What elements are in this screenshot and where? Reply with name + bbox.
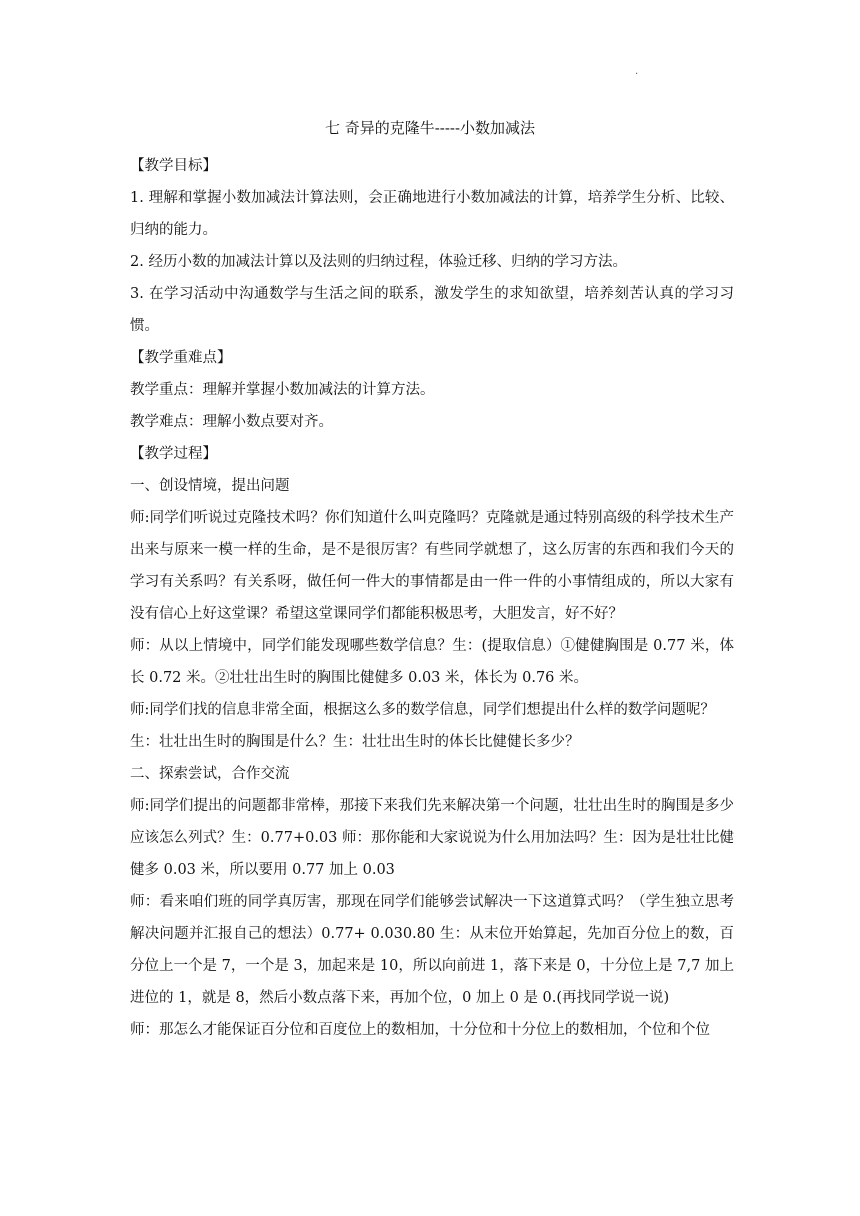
section-heading-objectives: 【教学目标】 [130,158,217,174]
difficult-point: 教学难点：理解小数点要对齐。 [130,414,333,430]
objective-item-3: 3. 在学习活动中沟通数学与生活之间的联系，激发学生的求知欲望，培养刻苦认真的学习习惯。 [130,286,734,334]
section-heading-process: 【教学过程】 [130,446,217,462]
document-body [130,150,734,1046]
body-paragraph: 师:同学们提出的问题都非常棒，那接下来我们先来解决第一个问题，壮壮出生时的胸围是多少应该怎么列式？生：0.77+0.03 师：那你能和大家说说为什么用加法吗？生：因为是壮壮比健健多 0.03 米，所以要用 0.77 加上 0.03 [130,798,734,878]
objective-item-1: 1. 理解和掌握小数加减法计算法则，会正确地进行小数加减法的计算，培养学生分析、比较、归纳的能力。 [130,190,734,238]
body-paragraph: 师:同学们找的信息非常全面，根据这么多的数学信息，同学们想提出什么样的数学问题呢？ [130,702,715,718]
document-title: 七 奇异的克隆牛-----小数加减法 [324,119,536,137]
body-paragraph: 师：那怎么才能保证百分位和百度位上的数相加，十分位和十分位上的数相加，个位和个位 [130,1022,710,1038]
body-paragraph: 师：看来咱们班的同学真厉害，那现在同学们能够尝试解决一下这道算式吗？（学生独立思考解决问题并汇报自己的想法）0.77+ 0.030.80 生：从末位开始算起，先加百分位上的数，百分位上一个是 7，一个是 3，加起来是 10，所以向前进 1，落下来是 0，十分位上是 7,7 加上进位的 1，就是 8，然后小数点落下来，再加个位，0 加上 0 是 0.(再找同学说一说) [130,894,734,1006]
body-paragraph: 师:同学们听说过克隆技术吗？你们知道什么叫克隆吗？克隆就是通过特别高级的科学技术生产出来与原来一模一样的生命，是不是很厉害？有些同学就想了，这么厉害的东西和我们今天的学习有关系吗？有关系呀，做任何一件大的事情都是由一件一件的小事情组成的，所以大家有没有信心上好这堂课？希望这堂课同学们都能积极思考，大胆发言，好不好？ [130,510,734,622]
body-paragraph: 师：从以上情境中，同学们能发现哪些数学信息？生：(提取信息）①健健胸围是 0.77 米，体长 0.72 米。②壮壮出生时的胸围比健健多 0.03 米，体长为 0.76 米。 [130,638,734,686]
step-heading-2: 二、探索尝试，合作交流 [130,766,290,782]
header-mark: . [635,66,639,77]
section-heading-key-points: 【教学重难点】 [130,350,232,366]
step-heading-1: 一、创设情境，提出问题 [130,478,290,494]
body-paragraph: 生：壮壮出生时的胸围是什么？生：壮壮出生时的体长比健健长多少？ [130,734,580,750]
objective-item-2: 2. 经历小数的加减法计算以及法则的归纳过程，体验迁移、归纳的学习方法。 [130,254,627,270]
key-point: 教学重点：理解并掌握小数加减法的计算方法。 [130,382,435,398]
